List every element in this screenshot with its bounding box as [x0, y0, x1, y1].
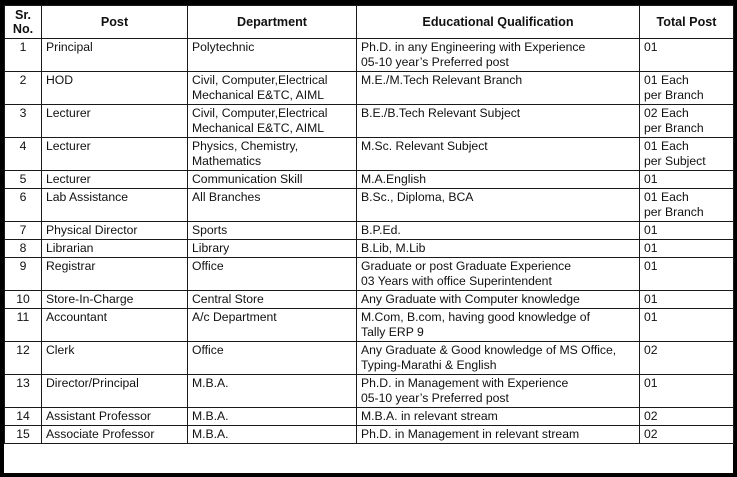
- qualification-cell: [357, 39, 640, 72]
- total-post-cell: [640, 171, 734, 189]
- total-post-line: 01: [644, 376, 658, 390]
- total-post-line: 02 Each: [644, 106, 689, 120]
- qualification-line: Tally ERP 9: [361, 325, 424, 339]
- total-post-cell: [640, 375, 734, 408]
- table-row: [5, 408, 734, 426]
- department-line: Office: [192, 259, 224, 273]
- qualification-cell: [357, 222, 640, 240]
- total-post-cell: [640, 342, 734, 375]
- qualification-cell: [357, 309, 640, 342]
- qualification-line: B.P.Ed.: [361, 223, 401, 237]
- department-line: Central Store: [192, 292, 264, 306]
- qualification-cell: [357, 408, 640, 426]
- post-cell: HOD: [42, 72, 188, 105]
- table-row: [5, 258, 734, 291]
- qualification-line: M.E./M.Tech Relevant Branch: [361, 73, 523, 87]
- total-post-cell: [640, 408, 734, 426]
- sr-no-cell: 9: [5, 258, 42, 291]
- department-line: All Branches: [192, 190, 261, 204]
- department-cell: [188, 291, 357, 309]
- post-cell: Accountant: [42, 309, 188, 342]
- qualification-line: 05-10 year’s Preferred post: [361, 55, 509, 69]
- table-row: [5, 240, 734, 258]
- total-post-cell: [640, 426, 734, 444]
- table-row: [5, 426, 734, 444]
- department-cell: [188, 408, 357, 426]
- total-post-line: 01 Each: [644, 139, 689, 153]
- header-post: Post: [42, 6, 188, 39]
- table-row: [5, 171, 734, 189]
- department-cell: [188, 105, 357, 138]
- total-post-line: 02: [644, 427, 658, 441]
- qualification-line: Ph.D. in Management with Experience: [361, 376, 569, 390]
- department-cell: [188, 426, 357, 444]
- department-line: Communication Skill: [192, 172, 303, 186]
- table-row: [5, 222, 734, 240]
- department-line: M.B.A.: [192, 376, 229, 390]
- department-cell: [188, 309, 357, 342]
- qualification-line: 05-10 year’s Preferred post: [361, 391, 509, 405]
- sr-no-cell: 4: [5, 138, 42, 171]
- total-post-line: 01: [644, 40, 658, 54]
- table-row: [5, 342, 734, 375]
- qualification-cell: [357, 291, 640, 309]
- post-cell: Assistant Professor: [42, 408, 188, 426]
- table-row: [5, 309, 734, 342]
- post-cell: Lecturer: [42, 105, 188, 138]
- qualification-cell: [357, 258, 640, 291]
- department-line: Office: [192, 343, 224, 357]
- department-cell: [188, 171, 357, 189]
- sr-no-cell: 3: [5, 105, 42, 138]
- qualification-line: B.Lib, M.Lib: [361, 241, 426, 255]
- table-row: [5, 72, 734, 105]
- department-line: Mechanical E&TC, AIML: [192, 88, 325, 102]
- sr-no-cell: 14: [5, 408, 42, 426]
- department-cell: [188, 240, 357, 258]
- department-line: Civil, Computer,Electrical: [192, 73, 328, 87]
- department-line: Mathematics: [192, 154, 262, 168]
- qualification-line: Any Graduate with Computer knowledge: [361, 292, 580, 306]
- post-cell: Associate Professor: [42, 426, 188, 444]
- sr-no-cell: 6: [5, 189, 42, 222]
- table-row: [5, 138, 734, 171]
- total-post-line: 01: [644, 241, 658, 255]
- table-row: [5, 291, 734, 309]
- department-cell: [188, 189, 357, 222]
- total-post-cell: [640, 309, 734, 342]
- post-cell: Lecturer: [42, 171, 188, 189]
- department-line: M.B.A.: [192, 427, 229, 441]
- department-line: M.B.A.: [192, 409, 229, 423]
- qualification-line: Ph.D. in Management in relevant stream: [361, 427, 580, 441]
- total-post-line: 01: [644, 292, 658, 306]
- table-row: [5, 105, 734, 138]
- table-row: [5, 39, 734, 72]
- qualification-line: M.Sc. Relevant Subject: [361, 139, 488, 153]
- total-post-line: 01: [644, 172, 658, 186]
- department-cell: [188, 342, 357, 375]
- post-cell: Registrar: [42, 258, 188, 291]
- department-line: Mechanical E&TC, AIML: [192, 121, 325, 135]
- table-row: [5, 375, 734, 408]
- sr-no-cell: 11: [5, 309, 42, 342]
- qualification-cell: [357, 72, 640, 105]
- qualification-cell: [357, 426, 640, 444]
- department-line: Civil, Computer,Electrical: [192, 106, 328, 120]
- table-row: [5, 189, 734, 222]
- post-cell: Lecturer: [42, 138, 188, 171]
- post-cell: Physical Director: [42, 222, 188, 240]
- post-cell: Lab Assistance: [42, 189, 188, 222]
- total-post-line: 01 Each: [644, 73, 689, 87]
- post-cell: Librarian: [42, 240, 188, 258]
- qualification-cell: [357, 138, 640, 171]
- sr-no-cell: 13: [5, 375, 42, 408]
- department-cell: [188, 258, 357, 291]
- post-cell: Store-In-Charge: [42, 291, 188, 309]
- qualification-line: M.A.English: [361, 172, 427, 186]
- total-post-line: per Subject: [644, 154, 706, 168]
- post-cell: Principal: [42, 39, 188, 72]
- qualification-cell: [357, 240, 640, 258]
- total-post-cell: [640, 222, 734, 240]
- qualification-line: Graduate or post Graduate Experience: [361, 259, 572, 273]
- total-post-line: 02: [644, 409, 658, 423]
- total-post-cell: [640, 105, 734, 138]
- sr-no-cell: 2: [5, 72, 42, 105]
- department-line: Sports: [192, 223, 228, 237]
- total-post-line: per Branch: [644, 88, 704, 102]
- qualification-line: B.Sc., Diploma, BCA: [361, 190, 474, 204]
- total-post-line: 01: [644, 310, 658, 324]
- sr-no-cell: 1: [5, 39, 42, 72]
- sr-no-cell: 12: [5, 342, 42, 375]
- qualification-cell: [357, 342, 640, 375]
- total-post-cell: [640, 39, 734, 72]
- department-cell: [188, 72, 357, 105]
- sr-no-cell: 5: [5, 171, 42, 189]
- qualification-line: 03 Years with office Superintendent: [361, 274, 552, 288]
- total-post-cell: [640, 72, 734, 105]
- qualification-line: Typing-Marathi & English: [361, 358, 497, 372]
- department-cell: [188, 39, 357, 72]
- total-post-line: per Branch: [644, 205, 704, 219]
- document-page: [4, 5, 733, 473]
- total-post-cell: [640, 138, 734, 171]
- sr-no-cell: 10: [5, 291, 42, 309]
- total-post-cell: [640, 189, 734, 222]
- department-line: A/c Department: [192, 310, 277, 324]
- total-post-line: 02: [644, 343, 658, 357]
- qualification-cell: [357, 171, 640, 189]
- total-post-line: 01: [644, 223, 658, 237]
- post-cell: Clerk: [42, 342, 188, 375]
- qualification-cell: [357, 189, 640, 222]
- total-post-line: 01: [644, 259, 658, 273]
- qualification-line: B.E./B.Tech Relevant Subject: [361, 106, 521, 120]
- qualification-line: M.Com, B.com, having good knowledge of: [361, 310, 590, 324]
- header-sr-line2: No.: [12, 22, 34, 36]
- header-sr-no: [5, 6, 42, 39]
- sr-no-cell: 8: [5, 240, 42, 258]
- department-line: Physics, Chemistry,: [192, 139, 299, 153]
- qualification-cell: [357, 375, 640, 408]
- sr-no-cell: 15: [5, 426, 42, 444]
- total-post-line: per Branch: [644, 121, 704, 135]
- recruitment-table: [4, 5, 734, 444]
- header-qualification: Educational Qualification: [357, 6, 640, 39]
- post-cell: Director/Principal: [42, 375, 188, 408]
- sr-no-cell: 7: [5, 222, 42, 240]
- total-post-line: 01 Each: [644, 190, 689, 204]
- qualification-cell: [357, 105, 640, 138]
- table-body: [5, 39, 734, 444]
- header-sr-line1: Sr.: [14, 8, 32, 22]
- department-line: Library: [192, 241, 230, 255]
- qualification-line: Ph.D. in any Engineering with Experience: [361, 40, 586, 54]
- department-cell: [188, 222, 357, 240]
- total-post-cell: [640, 258, 734, 291]
- header-department: Department: [188, 6, 357, 39]
- qualification-line: Any Graduate & Good knowledge of MS Office,: [361, 343, 617, 357]
- department-line: Polytechnic: [192, 40, 255, 54]
- qualification-line: M.B.A. in relevant stream: [361, 409, 498, 423]
- table-header-row: [5, 6, 734, 39]
- department-cell: [188, 138, 357, 171]
- total-post-cell: [640, 291, 734, 309]
- department-cell: [188, 375, 357, 408]
- header-total-post: Total Post: [640, 6, 734, 39]
- total-post-cell: [640, 240, 734, 258]
